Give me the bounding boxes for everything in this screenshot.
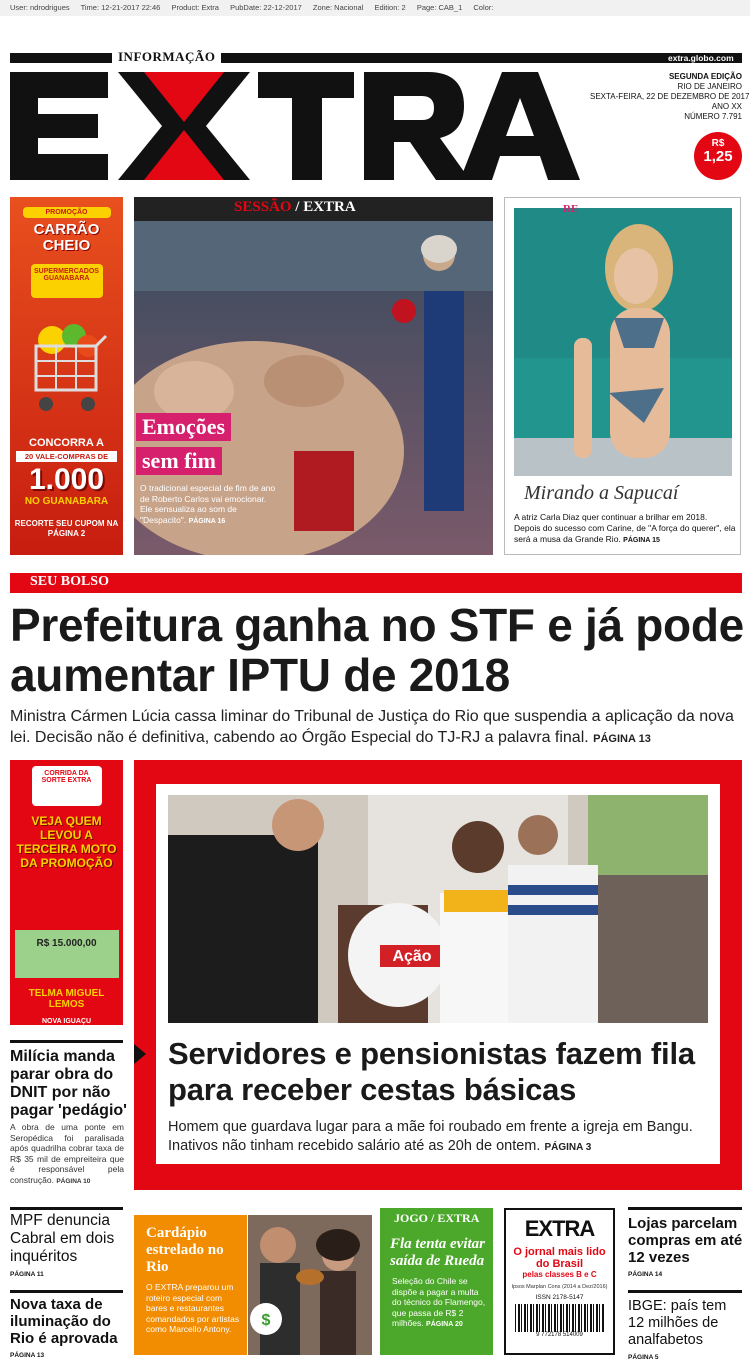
ibge-page: PÁGINA 5 [628, 1354, 659, 1361]
winner-location: NOVA IGUAÇU [42, 1018, 91, 1025]
corrida-logo: CORRIDA DA SORTE EXTRA [32, 766, 102, 806]
meta-color: Color: [473, 3, 494, 12]
mpf-headline[interactable]: MPF denuncia Cabral em dois inquéritos PÁGINA 11 [10, 1212, 130, 1284]
revista-page: PÁGINA 15 [623, 537, 660, 544]
edition-city: RIO DE JANEIRO [677, 82, 742, 91]
nova-taxa-headline[interactable]: Nova taxa de iluminação do Rio é aprovada PÁGINA 13 [10, 1296, 130, 1364]
ibge-rule [628, 1290, 742, 1293]
edition-name: SEGUNDA EDIÇÃO [668, 72, 742, 81]
extra-logo [8, 70, 588, 182]
promo-recorte: RECORTE SEU CUPOM NA PÁGINA 2 [14, 519, 119, 538]
extra-source: Ipsos Marplan Cons (2014 a Dez/2016) [511, 1284, 608, 1290]
main-headline-iptu[interactable]: Prefeitura ganha no STF e já pode aumentar IPTU de 2018 [10, 599, 744, 701]
promo-title: CARRÃO CHEIO [33, 221, 100, 254]
promo2-text: VEJA QUEM LEVOU A TERCEIRA MOTO DA PROMOÇÃO [16, 814, 117, 870]
meta-user: User: ndrodrigues [10, 3, 70, 12]
svg-text:$: $ [261, 1312, 271, 1329]
story-pointer-icon [134, 1044, 146, 1064]
lojas-headline[interactable]: Lojas parcelam compras em até 12 vezes PÁGINA 14 [628, 1215, 746, 1283]
prize-bill: R$ 15.000,00 [15, 930, 119, 978]
meta-pubdate: PubDate: 22-12-2017 [230, 3, 302, 12]
milicia-rule [10, 1040, 123, 1043]
meta-product: Product: Extra [171, 3, 219, 12]
extra-mini-logo: EXTRA [524, 1216, 595, 1241]
iptu-subhead: Ministra Cármen Lúcia cassa liminar do Tribunal de Justiça do Rio que suspendia a aplicação da nova lei. Decisão não é definitiva, cabendo ao Órgão Especial do TJ-RJ a palavra final. PÁGINA 13 [10, 708, 734, 746]
issn: ISSN 2178-5147 [535, 1294, 584, 1301]
edition-number: NÚMERO 7.791 [684, 112, 742, 121]
jogo-title: Fla tenta evitar saída de Rueda [390, 1236, 485, 1269]
mpf-rule [10, 1207, 123, 1210]
cardapio-box[interactable] [134, 1215, 247, 1355]
mpf-page: PÁGINA 11 [10, 1271, 44, 1278]
nova-page: PÁGINA 13 [10, 1352, 45, 1359]
barcode-icon [515, 1304, 605, 1332]
jogo-label: JOGO / EXTRA [394, 1211, 480, 1225]
ibge-headline[interactable]: IBGE: país tem 12 milhões de analfabetos PÁGINA 5 [628, 1298, 746, 1366]
store-logo: SUPERMERCADOS GUANABARA [31, 264, 103, 298]
sessao-extra-header [134, 197, 493, 221]
shopping-cart-icon [22, 306, 112, 426]
extra-ad-box [504, 1208, 615, 1355]
barcode-number: 9 772178 514009 [536, 1332, 583, 1338]
meta-zone: Zone: Nacional [312, 3, 364, 12]
promo-vale: 20 VALE-COMPRAS DE [16, 451, 117, 462]
servidores-page: PÁGINA 3 [544, 1142, 592, 1153]
jogo-page: PÁGINA 20 [426, 1321, 463, 1328]
sessao-headline-1[interactable]: Emoções [136, 413, 231, 441]
edition-year: ANO XX [711, 102, 742, 111]
food-basket-photo[interactable] [168, 795, 708, 1023]
milicia-headline[interactable]: Milícia manda parar obra do DNIT por não pagar 'pedágio' [10, 1048, 127, 1119]
revista-title[interactable]: Mirando a Sapucaí [524, 482, 679, 504]
promo-badge: PROMOÇÃO [23, 207, 111, 218]
meta-time: Time: 12-21-2017 22:46 [80, 3, 161, 12]
price-value: 1,25 [703, 148, 733, 165]
promo-store-line: NO GUANABARA [24, 496, 109, 507]
promo-amount: 1.000 [28, 463, 105, 496]
jogo-extra-header [380, 1208, 493, 1230]
promo-carrao-cheio[interactable] [10, 197, 123, 555]
sessao-headline-2[interactable]: sem fim [136, 447, 222, 475]
cardapio-title: Cardápio estrelado no Rio [146, 1225, 224, 1275]
print-metadata-bar [0, 0, 750, 16]
lojas-page: PÁGINA 14 [628, 1271, 663, 1278]
price-badge [694, 132, 742, 180]
sessao-label: SESSÃO / EXTRA [234, 199, 356, 215]
cardapio-text: O EXTRA preparou um roteiro especial com bares e restaurantes comandados por artistas como Marcello Antony. [146, 1282, 240, 1334]
servidores-subhead: Homem que guardava lugar para a mãe foi roubado em frente a igreja em Bangu. Inativos não tinham recebido salário até as 20h de ontem. PÁGINA 3 [168, 1119, 693, 1154]
seu-bolso-bar [10, 573, 742, 593]
lojas-rule [628, 1207, 742, 1210]
sessao-page: PÁGINA 16 [188, 517, 226, 525]
jogo-box[interactable] [380, 1230, 493, 1355]
actress-photo[interactable] [514, 208, 732, 476]
site-url[interactable]: extra.globo.com [668, 53, 734, 63]
revista-caption: A atriz Carla Diaz quer continuar a brilhar em 2018. Depois do sucesso com Carine, de "A força do querer", ela será a musa da Grande Rio. PÁGINA 15 [514, 512, 736, 544]
sessao-caption: O tradicional especial de fim de ano de Roberto Carlos vai emocionar. Ele sensualiza ao som de "Despacito". PÁGINA 16 [140, 483, 276, 525]
extra-tagline: O jornal mais lido do Brasil [513, 1246, 606, 1270]
edition-info [590, 72, 750, 122]
seu-bolso-label: SEU BOLSO [30, 574, 109, 589]
svg-text:Ação: Ação [392, 948, 432, 965]
iptu-page: PÁGINA 13 [593, 733, 651, 745]
price-currency: R$ [711, 138, 725, 149]
milicia-page: PÁGINA 10 [56, 1177, 91, 1185]
promo-corrida-da-sorte[interactable] [10, 760, 123, 1025]
masthead-section-label: INFORMAÇÃO [112, 49, 221, 65]
meta-edition: Edition: 2 [374, 3, 406, 12]
burger-photo[interactable] [248, 1215, 372, 1355]
meta-page: Page: CAB_1 [416, 3, 463, 12]
revista-tag: RE [563, 203, 579, 215]
promo-concorra: CONCORRA A [29, 437, 104, 449]
edition-date: SEXTA-FEIRA, 22 DE DEZEMBRO DE 2017 [590, 92, 750, 101]
nova-rule [10, 1290, 123, 1293]
milicia-text: A obra de uma ponte em Seropédica foi paralisada após quadrilha cobrar taxa de R$ 35 mil de empreiteira que é responsável pela construção. PÁGINA 10 [10, 1122, 124, 1185]
jogo-text: Seleção do Chile se dispõe a pagar a multa do técnico do Flamengo, que passa de R$ 2 milhões. PÁGINA 20 [392, 1276, 486, 1328]
main-headline-servidores[interactable]: Servidores e pensionistas fazem fila para receber cestas básicas [168, 1036, 695, 1107]
winner-name: TELMA MIGUEL LEMOS [28, 988, 105, 1010]
extra-subtag: pelas classes B e C [522, 1270, 597, 1279]
